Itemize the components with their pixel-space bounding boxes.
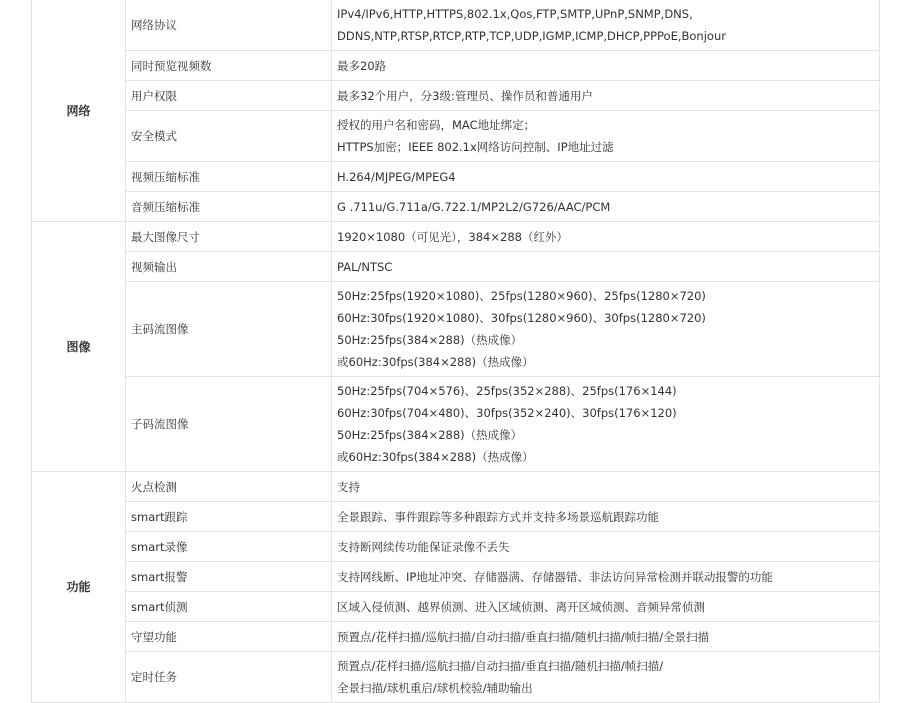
spec-value <box>332 162 880 192</box>
spec-value <box>332 81 880 111</box>
spec-value-line: 授权的用户名和密码，MAC地址绑定； <box>337 118 536 132</box>
spec-row <box>32 192 880 222</box>
spec-value-line: 60Hz:30fps(1920×1080)、30fps(1280×960)、30fps(1280×720) <box>337 311 706 325</box>
spec-value <box>332 377 880 472</box>
spec-value-line: 60Hz:30fps(704×480)、30fps(352×240)、30fps(176×120) <box>337 406 677 420</box>
spec-value <box>332 562 880 592</box>
spec-row <box>32 111 880 162</box>
spec-row <box>32 81 880 111</box>
spec-label: 主码流图像 <box>126 282 332 377</box>
category-cell: 功能 <box>32 472 126 703</box>
spec-label: 守望功能 <box>126 622 332 652</box>
spec-row <box>32 622 880 652</box>
spec-row <box>32 652 880 703</box>
spec-value-line: HTTPS加密；IEEE 802.1x网络访问控制、IP地址过滤 <box>337 140 614 154</box>
spec-row <box>32 162 880 192</box>
spec-row <box>32 562 880 592</box>
spec-value-line: 支持 <box>337 479 360 494</box>
category-cell: 图像 <box>32 222 126 472</box>
spec-label: 视频压缩标准 <box>126 162 332 192</box>
spec-value <box>332 282 880 377</box>
spec-value-line: 最多20路 <box>337 58 387 73</box>
spec-row <box>32 252 880 282</box>
spec-value-line: IPv4/IPv6,HTTP,HTTPS,802.1x,Qos,FTP,SMTP,UPnP,SNMP,DNS, <box>337 7 693 21</box>
spec-value <box>332 652 880 703</box>
spec-row <box>32 502 880 532</box>
spec-row <box>32 222 880 252</box>
spec-value <box>332 192 880 222</box>
spec-value-line: 支持断网续传功能保证录像不丢失 <box>337 539 510 554</box>
spec-value-line: 区域入侵侦测、越界侦测、进入区域侦测、离开区域侦测、音频异常侦测 <box>337 599 705 614</box>
spec-value-line: 最多32个用户，分3级:管理员、操作员和普通用户 <box>337 88 593 103</box>
spec-value-line: 50Hz:25fps(1920×1080)、25fps(1280×960)、25fps(1280×720) <box>337 289 706 303</box>
spec-label: 视频输出 <box>126 252 332 282</box>
spec-label: 定时任务 <box>126 652 332 703</box>
spec-label: 同时预览视频数 <box>126 51 332 81</box>
spec-value <box>332 472 880 502</box>
spec-value-line: DDNS,NTP,RTSP,RTCP,RTP,TCP,UDP,IGMP,ICMP,DHCP,PPPoE,Bonjour <box>337 29 726 43</box>
spec-value-line: 50Hz:25fps(384×288)（热成像） <box>337 333 523 347</box>
spec-label: 用户权限 <box>126 81 332 111</box>
spec-value-line: PAL/NTSC <box>337 259 393 274</box>
spec-value <box>332 622 880 652</box>
spec-value <box>332 222 880 252</box>
spec-value-line: 50Hz:25fps(384×288)（热成像） <box>337 428 523 442</box>
spec-value <box>332 0 880 51</box>
spec-row <box>32 282 880 377</box>
spec-label: 网络协议 <box>126 0 332 51</box>
spec-label: 最大图像尺寸 <box>126 222 332 252</box>
spec-row <box>32 592 880 622</box>
spec-value-line: 支持网线断、IP地址冲突、存储器满、存储器错、非法访问异常检测并联动报警的功能 <box>337 569 773 584</box>
spec-value-line: 全景跟踪、事件跟踪等多种跟踪方式并支持多场景巡航跟踪功能 <box>337 509 659 524</box>
spec-label: 子码流图像 <box>126 377 332 472</box>
spec-label: 安全模式 <box>126 111 332 162</box>
spec-value <box>332 51 880 81</box>
spec-row <box>32 472 880 502</box>
spec-label: smart录像 <box>126 532 332 562</box>
spec-value <box>332 502 880 532</box>
spec-value-line: H.264/MJPEG/MPEG4 <box>337 169 456 184</box>
spec-value <box>332 532 880 562</box>
spec-value-line: 50Hz:25fps(704×576)、25fps(352×288)、25fps(176×144) <box>337 384 677 398</box>
category-cell: 网络 <box>32 0 126 222</box>
spec-value-line: 或60Hz:30fps(384×288)（热成像） <box>337 450 534 464</box>
spec-value-line: 1920×1080（可见光），384×288（红外） <box>337 229 568 244</box>
spec-value-line: 预置点/花样扫描/巡航扫描/自动扫描/垂直扫描/随机扫描/帧扫描/全景扫描 <box>337 629 710 644</box>
spec-label: 火点检测 <box>126 472 332 502</box>
spec-row <box>32 377 880 472</box>
spec-table <box>31 0 880 703</box>
spec-row <box>32 532 880 562</box>
spec-label: smart报警 <box>126 562 332 592</box>
spec-value-line: G .711u/G.711a/G.722.1/MP2L2/G726/AAC/PCM <box>337 199 611 214</box>
spec-value <box>332 592 880 622</box>
spec-value-line: 或60Hz:30fps(384×288)（热成像） <box>337 355 534 369</box>
spec-row <box>32 0 880 51</box>
spec-value-line: 全景扫描/球机重启/球机校验/辅助输出 <box>337 681 533 695</box>
spec-value-line: 预置点/花样扫描/巡航扫描/自动扫描/垂直扫描/随机扫描/帧扫描/ <box>337 659 664 673</box>
spec-value <box>332 252 880 282</box>
spec-label: smart侦测 <box>126 592 332 622</box>
spec-table-body <box>32 0 880 703</box>
spec-label: smart跟踪 <box>126 502 332 532</box>
spec-label: 音频压缩标准 <box>126 192 332 222</box>
spec-row <box>32 51 880 81</box>
spec-value <box>332 111 880 162</box>
